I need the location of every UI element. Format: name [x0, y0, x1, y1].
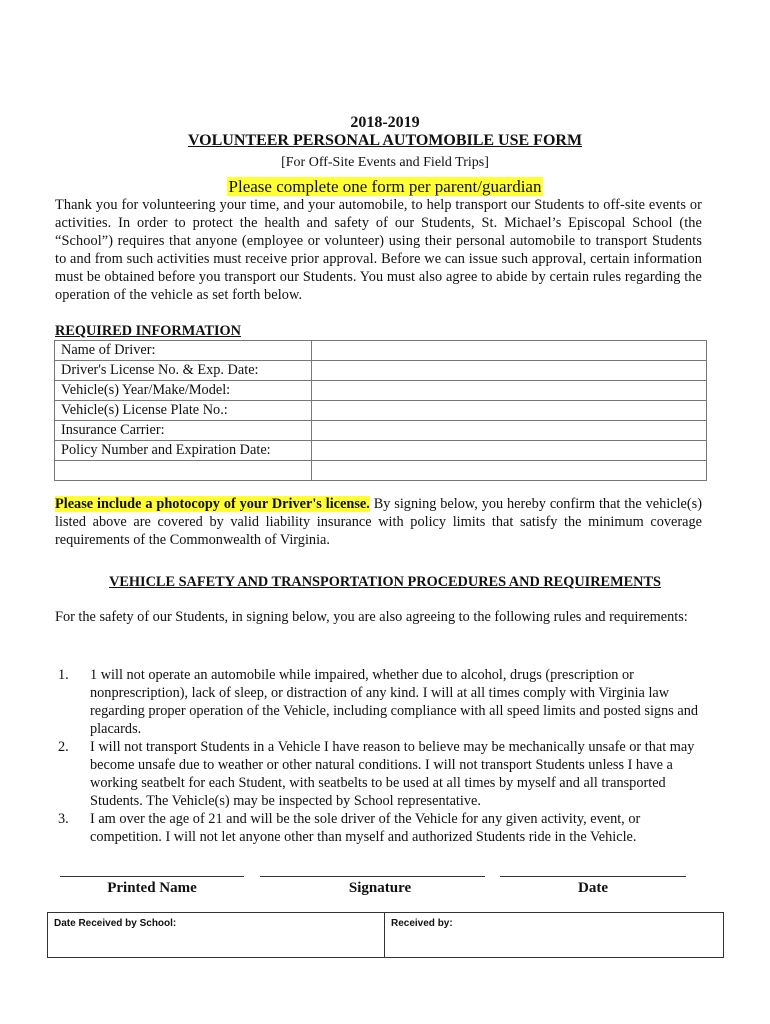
info-row: [55, 381, 707, 401]
received-by-cell[interactable]: [385, 913, 723, 957]
rule-text: I will not transport Students in a Vehicle I have reason to believe may be mechanically unsafe or that may become unsafe due to weather or other natural conditions. I will not transport Students unless I have a working seatbelt for each Student, with seatbelts to be used at all times by myself and all transported Students. The Vehicle(s) may be inspected by School representative.: [90, 739, 695, 809]
safety-heading: VEHICLE SAFETY AND TRANSPORTATION PROCEDURES AND REQUIREMENTS: [109, 574, 661, 590]
info-value-field[interactable]: [312, 381, 707, 401]
photocopy-paragraph: [55, 495, 702, 549]
signature-line[interactable]: [260, 866, 485, 877]
info-label: Vehicle(s) License Plate No.:: [55, 401, 312, 421]
signature-label: Signature: [348, 880, 412, 896]
printed-name-line[interactable]: [60, 866, 244, 877]
info-row: [55, 341, 707, 361]
rule-item: [55, 666, 702, 738]
intro-paragraph: Thank you for volunteering your time, and your automobile, to help transport our Students to off-site events or activities. In order to protect the health and safety of our Students, St. Michael’s Episcopal School (the “School”) requires that anyone (employee or volunteer) using their personal automobile to transport Students to and from such activities must receive prior approval. Before we can issue such approval, certain information must be obtained before you transport our Students. You must also agree to abide by certain rules regarding the operation of the vehicle as set forth below.: [55, 197, 702, 303]
printed-name-label: Printed Name: [107, 880, 197, 896]
rule-number: 1.: [58, 667, 69, 683]
info-label: Vehicle(s) Year/Make/Model:: [55, 381, 312, 401]
rules-list: [55, 666, 702, 846]
instruction-highlight: Please complete one form per parent/guardian: [228, 177, 542, 196]
info-value-field[interactable]: [312, 401, 707, 421]
info-row: [55, 401, 707, 421]
info-label: Policy Number and Expiration Date:: [55, 441, 312, 461]
photocopy-text: By signing below, you hereby confirm that the vehicle(s) listed above are covered by valid liability insurance with policy limits that satisfy the minimum coverage requirements of the Commonwealth of Virginia.: [55, 496, 702, 548]
info-row-blank: [55, 461, 707, 481]
blank-value-cell[interactable]: [312, 461, 707, 481]
rule-number: 2.: [58, 739, 69, 755]
photocopy-highlight: Please include a photocopy of your Driver's license.: [55, 496, 370, 512]
info-row: [55, 421, 707, 441]
required-info-table: [54, 340, 707, 481]
info-value-field[interactable]: [312, 341, 707, 361]
info-label: Insurance Carrier:: [55, 421, 312, 441]
rule-text: I am over the age of 21 and will be the sole driver of the Vehicle for any given activity, event, or competition. I will not let anyone other than myself and authorized Students ride in the Vehicle.: [90, 811, 641, 845]
info-row: [55, 361, 707, 381]
rule-text: 1 will not operate an automobile while impaired, whether due to alcohol, drugs (prescription or nonprescription), lack of sleep, or distraction of any kind. I will at all times comply with Virginia law regarding proper operation of the Vehicle, including compliance with all speed limits and posted signs and placards.: [90, 667, 698, 737]
rule-item: [55, 810, 702, 846]
info-value-field[interactable]: [312, 441, 707, 461]
rule-item: [55, 738, 702, 810]
blank-label-cell[interactable]: [55, 461, 312, 481]
form-year: 2018-2019: [350, 114, 420, 131]
office-use-box: [47, 912, 724, 958]
date-line[interactable]: [500, 866, 686, 877]
info-row: [55, 441, 707, 461]
form-title: VOLUNTEER PERSONAL AUTOMOBILE USE FORM: [187, 132, 583, 149]
rule-number: 3.: [58, 811, 69, 827]
date-received-cell[interactable]: [48, 913, 385, 957]
instruction-line: [0, 177, 770, 197]
date-label: Date: [578, 880, 608, 896]
info-value-field[interactable]: [312, 361, 707, 381]
required-info-heading: REQUIRED INFORMATION: [55, 323, 241, 339]
safety-intro: For the safety of our Students, in signing below, you are also agreeing to the following rules and requirements:: [55, 609, 688, 625]
received-by-label: Received by:: [391, 918, 453, 929]
info-label: Driver's License No. & Exp. Date:: [55, 361, 312, 381]
form-subtitle: [For Off-Site Events and Field Trips]: [281, 155, 489, 170]
info-label: Name of Driver:: [55, 341, 312, 361]
date-received-label: Date Received by School:: [54, 918, 177, 929]
info-value-field[interactable]: [312, 421, 707, 441]
